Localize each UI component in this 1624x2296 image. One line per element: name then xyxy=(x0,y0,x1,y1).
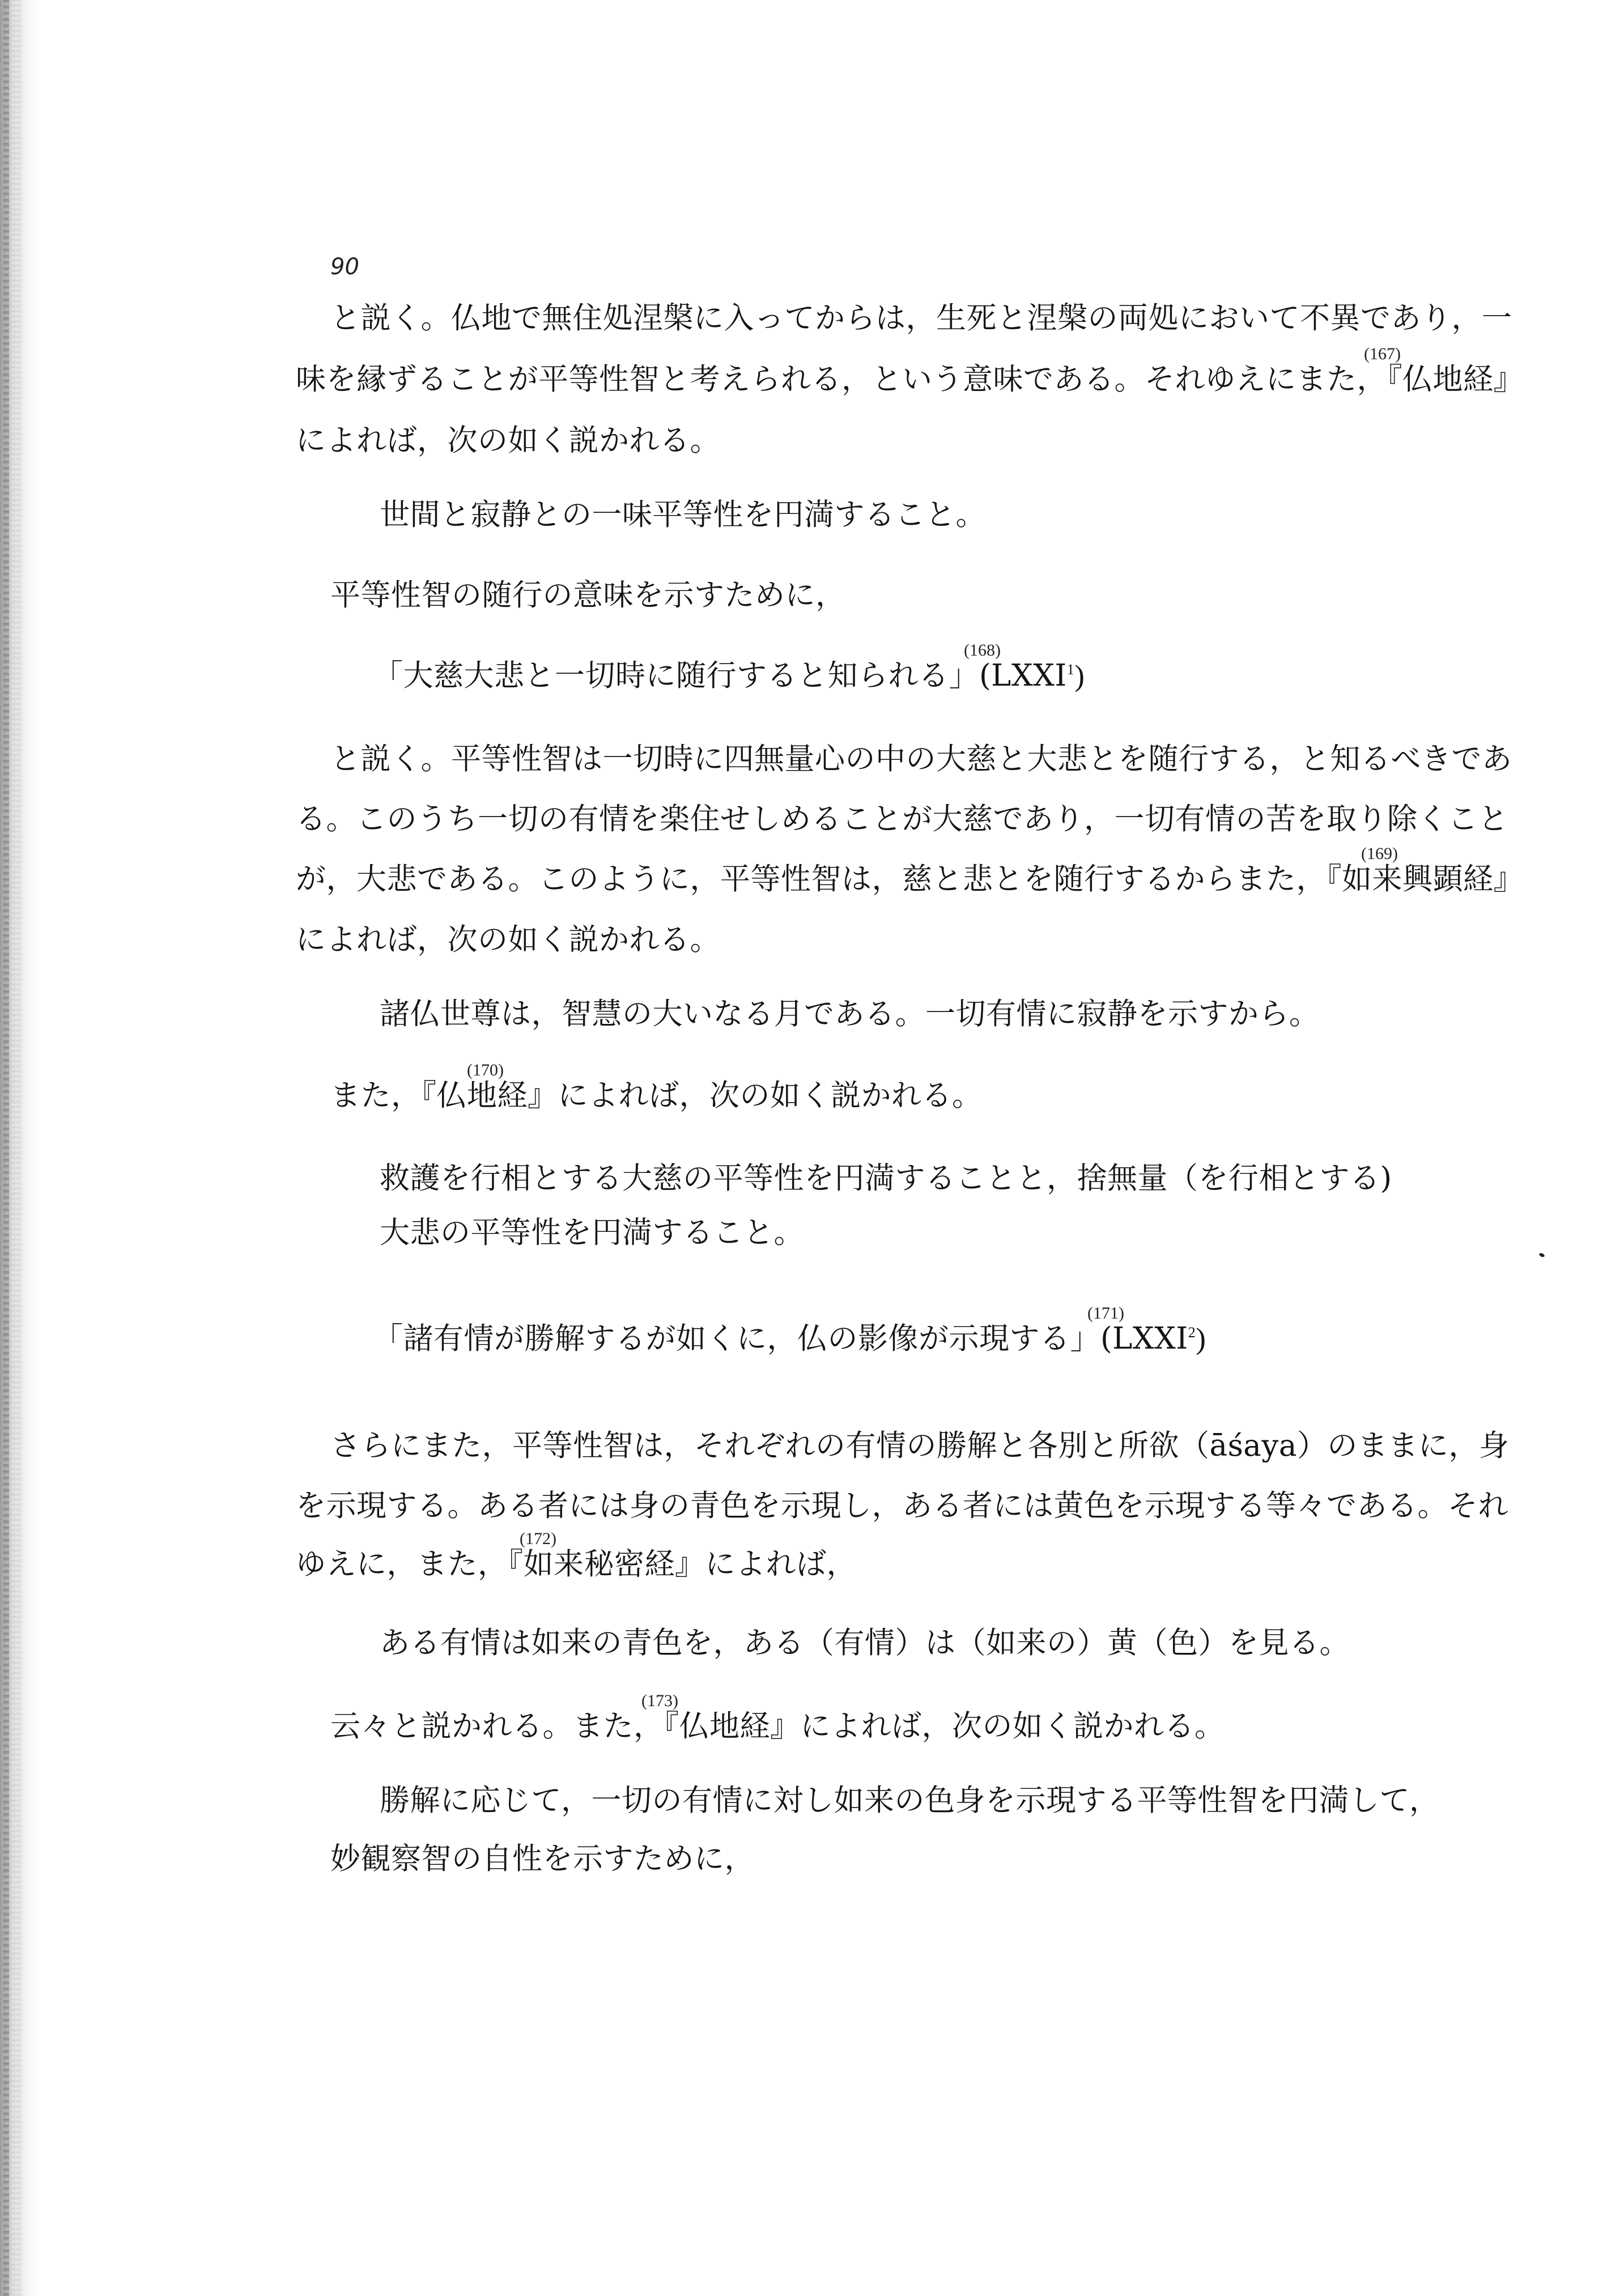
scan-edge xyxy=(0,0,40,2296)
verse-line: 「大慈大悲と一切時に随行すると知られる」(LXXI$^1$) xyxy=(373,658,1085,693)
text-line: が，大悲である。このように，平等性智は，慈と悲とを随行するからまた，『如来興顕経』 xyxy=(296,862,1524,896)
text-line: ゆえに，また，『如来秘密経』によれば， xyxy=(296,1547,857,1581)
text-line: 云々と説かれる。また，『仏地経』によれば，次の如く説かれる。 xyxy=(330,1709,1225,1744)
footnote-ref-173: (173) xyxy=(641,1691,678,1710)
text-line: と説く。仏地で無住処涅槃に入ってからは，生死と涅槃の両処において不異であり，一 xyxy=(330,301,1512,335)
quote-line: 世間と寂静との一味平等性を円満すること。 xyxy=(380,498,986,532)
quote-line: 大悲の平等性を円満すること。 xyxy=(380,1215,804,1250)
page-number: 90 xyxy=(330,254,359,280)
quote-line: 諸仏世尊は，智慧の大いなる月である。一切有情に寂静を示すから。 xyxy=(380,997,1320,1031)
footnote-ref-171: (171) xyxy=(1087,1304,1124,1323)
text-line: によれば，次の如く説かれる。 xyxy=(296,922,720,957)
text-line: 味を縁ずることが平等性智と考えられる，という意味である。それゆえにまた，『仏地経』 xyxy=(296,362,1524,397)
quote-line: 勝解に応じて，一切の有情に対し如来の色身を示現する平等性智を円満して， xyxy=(380,1783,1440,1818)
text-line: さらにまた，平等性智は，それぞれの有情の勝解と各別と所欲（āśaya）のままに，身 xyxy=(330,1428,1510,1463)
text-line: る。このうち一切の有情を楽住せしめることが大慈であり，一切有情の苦を取り除くこと xyxy=(296,802,1508,836)
text-line: と説く。平等性智は一切時に四無量心の中の大慈と大悲とを随行する，と知るべきであ xyxy=(330,742,1512,776)
quote-line: ある有情は如来の青色を，ある（有情）は（如来の）黄（色）を見る。 xyxy=(380,1626,1350,1660)
text-line: によれば，次の如く説かれる。 xyxy=(296,423,720,458)
scan-speck xyxy=(1538,1252,1545,1258)
text-line: を示現する。ある者には身の青色を示現し，ある者には黄色を示現する等々である。それ xyxy=(296,1489,1508,1523)
footnote-ref-172: (172) xyxy=(520,1529,556,1548)
text-line: また，『仏地経』によれば，次の如く説かれる。 xyxy=(330,1078,983,1113)
footnote-ref-168: (168) xyxy=(964,641,1001,660)
footnote-ref-167: (167) xyxy=(1364,345,1401,363)
footnote-ref-170: (170) xyxy=(467,1061,504,1079)
footnote-ref-169: (169) xyxy=(1361,844,1398,863)
verse-line: 「諸有情が勝解するが如くに，仏の影像が示現する」(LXXI$^2$) xyxy=(373,1321,1206,1356)
text-line: 平等性智の随行の意味を示すために， xyxy=(330,578,846,613)
quote-line: 救護を行相とする大慈の平等性を円満することと，捨無量（を行相とする) xyxy=(380,1161,1392,1196)
text-line: 妙観察智の自性を示すために， xyxy=(330,1842,755,1876)
